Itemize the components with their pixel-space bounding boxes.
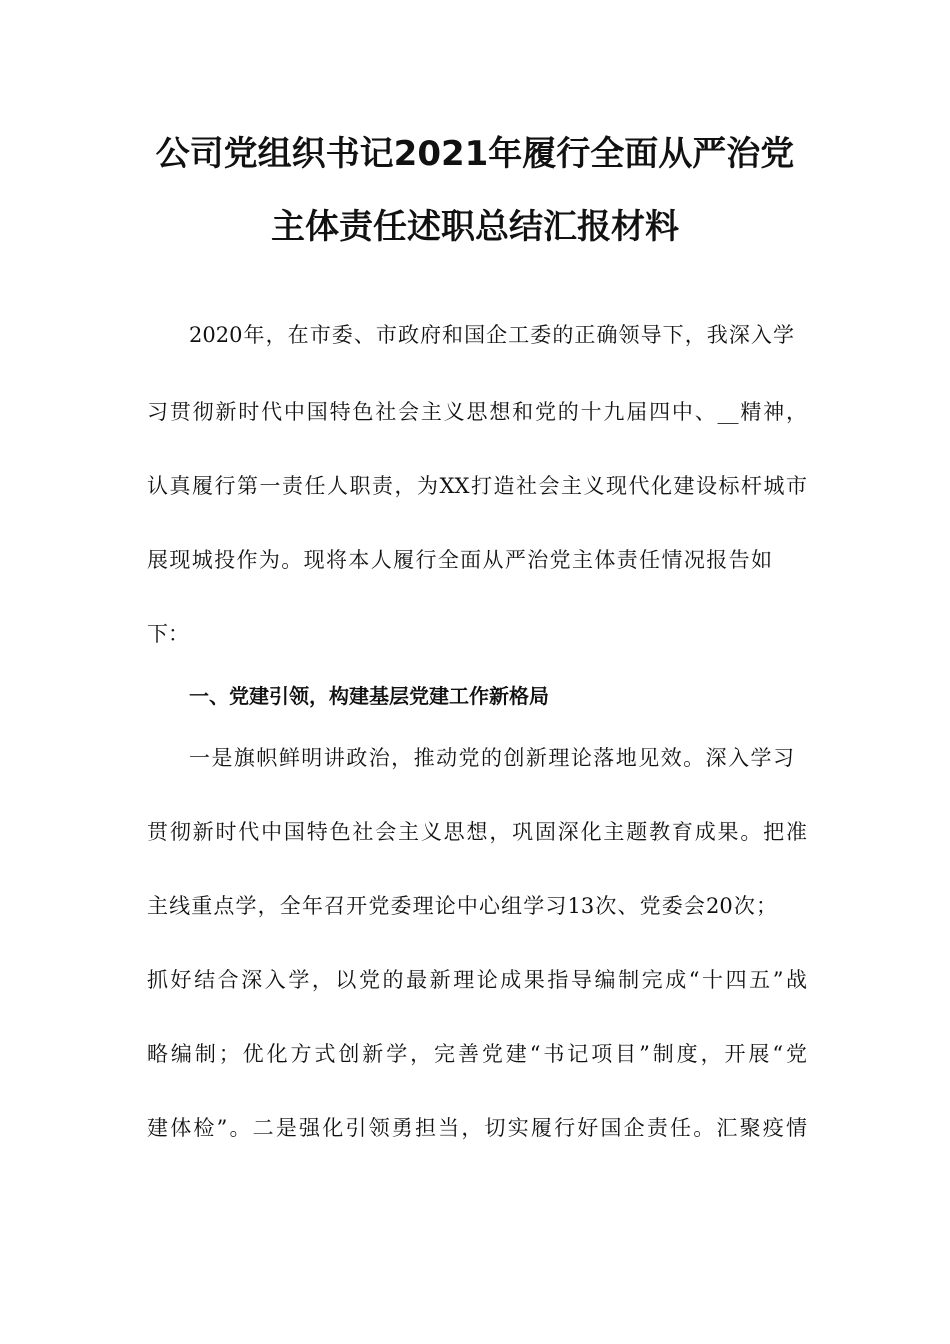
section-1-heading: 一、党建引领，构建基层党建工作新格局: [189, 684, 549, 708]
intro-line-1: 2020年，在市委、市政府和国企工委的正确领导下，我深入学: [189, 323, 794, 347]
intro-line-2: 习贯彻新时代中国特色社会主义思想和党的十九届四中、__精神，: [147, 400, 807, 424]
intro-line-3: 认真履行第一责任人职责，为XX打造社会主义现代化建设标杆城市: [147, 474, 807, 498]
document-title-line-1: 公司党组织书记2021年履行全面从严治党: [155, 134, 795, 174]
document-title-line-2: 主体责任述职总结汇报材料: [271, 207, 679, 247]
section-1-line-6: 建体检”。二是强化引领勇担当，切实履行好国企责任。汇聚疫情: [147, 1116, 807, 1140]
intro-line-4: 展现城投作为。现将本人履行全面从严治党主体责任情况报告如: [147, 548, 772, 572]
intro-line-5: 下：: [147, 622, 189, 646]
section-1-line-1: 一是旗帜鲜明讲政治，推动党的创新理论落地见效。深入学习: [189, 746, 794, 770]
section-1-line-4: 抓好结合深入学，以党的最新理论成果指导编制完成“十四五”战: [147, 968, 807, 992]
section-1-line-2: 贯彻新时代中国特色社会主义思想，巩固深化主题教育成果。把准: [147, 820, 807, 844]
section-1-line-3: 主线重点学，全年召开党委理论中心组学习13次、党委会20次；: [147, 894, 777, 918]
section-1-line-5: 略编制；优化方式创新学，完善党建“书记项目”制度，开展“党: [147, 1042, 807, 1066]
